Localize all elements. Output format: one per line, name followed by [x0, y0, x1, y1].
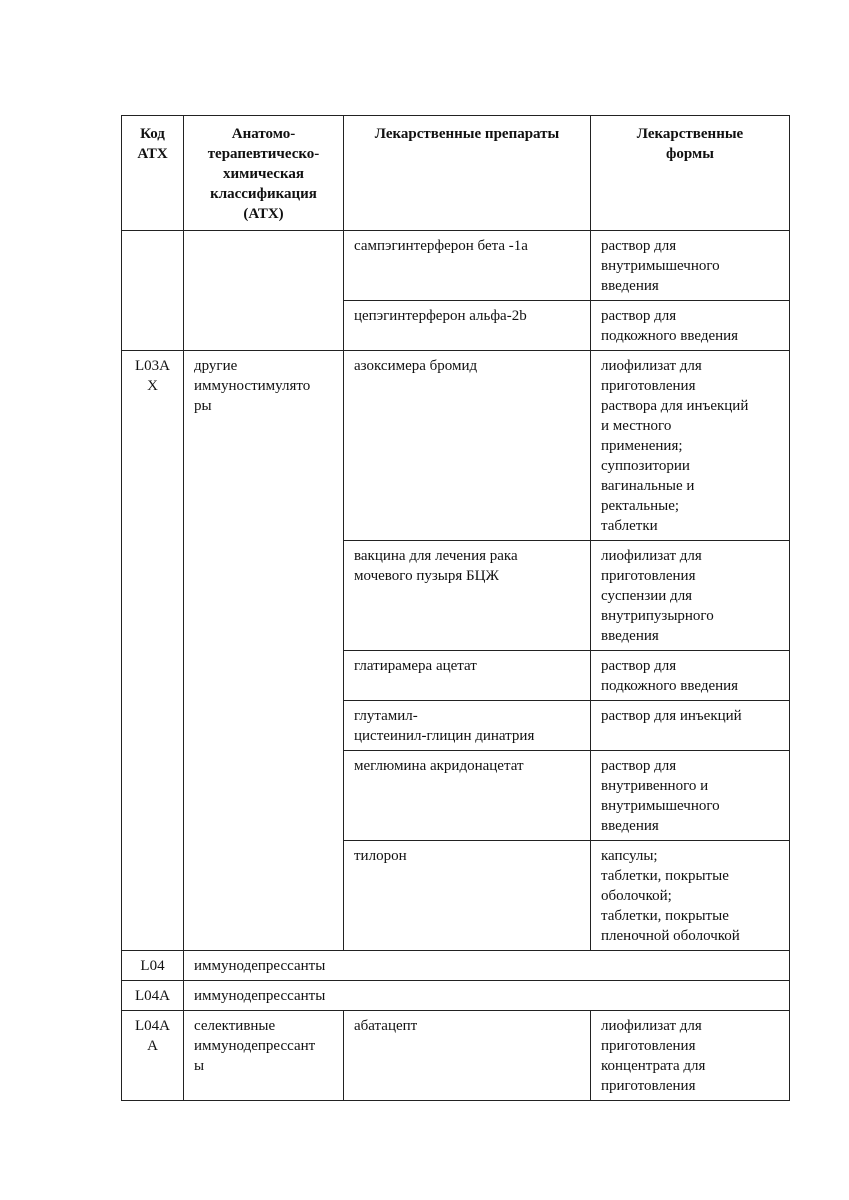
- header-drugs: Лекарственные препараты: [344, 116, 591, 231]
- table-row: [122, 1011, 790, 1101]
- code-cell: L04A: [122, 981, 184, 1011]
- form-cell: раствор для подкожного введения: [591, 651, 790, 701]
- table-row: [122, 981, 790, 1011]
- drug-cell: глутамил- цистеинил-глицин динатрия: [344, 701, 591, 751]
- classification-cell: селективные иммунодепрессант ы: [184, 1011, 344, 1101]
- atx-drug-table: [121, 115, 790, 1101]
- drug-cell: глатирамера ацетат: [344, 651, 591, 701]
- drug-cell: меглюмина акридонацетат: [344, 751, 591, 841]
- drug-cell: азоксимера бромид: [344, 351, 591, 541]
- drug-cell: тилорон: [344, 841, 591, 951]
- classification-cell: иммунодепрессанты: [184, 981, 790, 1011]
- header-code: Код АТХ: [122, 116, 184, 231]
- classification-cell: другие иммуностимулято ры: [184, 351, 344, 951]
- table-row: [122, 951, 790, 981]
- drug-cell: вакцина для лечения рака мочевого пузыря БЦЖ: [344, 541, 591, 651]
- code-cell: L04A A: [122, 1011, 184, 1101]
- form-cell: лиофилизат для приготовления суспензии для внутрипузырного введения: [591, 541, 790, 651]
- classification-cell-empty: [184, 231, 344, 351]
- classification-cell: иммунодепрессанты: [184, 951, 790, 981]
- header-classification: Анатомо- терапевтическо- химическая классификация (АТХ): [184, 116, 344, 231]
- code-cell: L04: [122, 951, 184, 981]
- drug-cell: цепэгинтерферон альфа-2b: [344, 301, 591, 351]
- document-page: [121, 115, 790, 1101]
- code-cell-empty: [122, 231, 184, 351]
- form-cell: раствор для внутривенного и внутримышечного введения: [591, 751, 790, 841]
- table-row: [122, 351, 790, 541]
- table-header-row: [122, 116, 790, 231]
- form-cell: раствор для внутримышечного введения: [591, 231, 790, 301]
- drug-cell: абатацепт: [344, 1011, 591, 1101]
- form-cell: раствор для подкожного введения: [591, 301, 790, 351]
- header-forms: Лекарственные формы: [591, 116, 790, 231]
- table-row: [122, 231, 790, 301]
- form-cell: лиофилизат для приготовления раствора для инъекций и местного применения; суппозитории вагинальные и ректальные; таблетки: [591, 351, 790, 541]
- form-cell: раствор для инъекций: [591, 701, 790, 751]
- form-cell: лиофилизат для приготовления концентрата для приготовления: [591, 1011, 790, 1101]
- drug-cell: сампэгинтерферон бета -1a: [344, 231, 591, 301]
- form-cell: капсулы; таблетки, покрытые оболочкой; таблетки, покрытые пленочной оболочкой: [591, 841, 790, 951]
- code-cell: L03A X: [122, 351, 184, 951]
